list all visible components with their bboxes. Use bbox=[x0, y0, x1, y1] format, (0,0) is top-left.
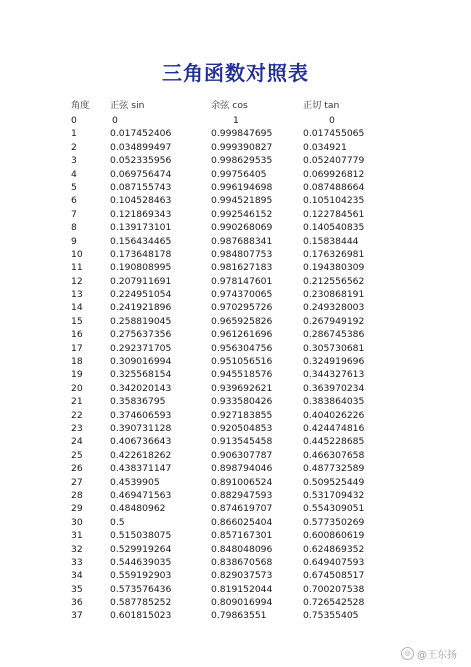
cell-angle: 32 bbox=[71, 543, 83, 555]
cell-angle: 22 bbox=[71, 409, 83, 421]
cell-tan: 0.75355405 bbox=[303, 610, 359, 622]
cell-tan: 0.363970234 bbox=[303, 382, 365, 394]
watermark-logo-icon: ◎ bbox=[401, 647, 414, 660]
cell-cos: 0.891006524 bbox=[211, 476, 273, 488]
cell-sin: 0.48480962 bbox=[110, 503, 166, 515]
cell-angle: 35 bbox=[71, 583, 83, 595]
cell-tan: 0.15838444 bbox=[303, 235, 359, 247]
header-tan: 正切 tan bbox=[303, 100, 340, 111]
cell-angle: 17 bbox=[71, 342, 83, 354]
cell-sin: 0.438371147 bbox=[110, 463, 172, 475]
cell-sin: 0.224951054 bbox=[110, 289, 172, 301]
cell-sin: 0.156434465 bbox=[110, 235, 172, 247]
cell-tan: 0.487732589 bbox=[303, 463, 365, 475]
cell-tan: 0.105104235 bbox=[303, 195, 365, 207]
cell-angle: 15 bbox=[71, 315, 83, 327]
cell-sin: 0.275637356 bbox=[110, 329, 172, 341]
cell-angle: 6 bbox=[71, 195, 77, 207]
cell-cos: 0.809016994 bbox=[211, 597, 273, 609]
cell-cos: 0.939692621 bbox=[211, 382, 273, 394]
cell-angle: 27 bbox=[71, 476, 83, 488]
cell-tan: 0.404026226 bbox=[303, 409, 365, 421]
cell-cos: 0.951056516 bbox=[211, 356, 273, 368]
cell-angle: 0 bbox=[71, 115, 77, 126]
cell-angle: 19 bbox=[71, 369, 83, 381]
cell-sin: 0.173648178 bbox=[110, 248, 172, 260]
cell-tan: 0.344327613 bbox=[303, 369, 365, 381]
cell-sin: 0.601815023 bbox=[110, 610, 172, 622]
cell-angle: 29 bbox=[71, 503, 83, 515]
cell-cos: 0.990268069 bbox=[211, 222, 273, 234]
cell-sin: 0.258819045 bbox=[110, 315, 172, 327]
cell-sin: 0.515038075 bbox=[110, 530, 172, 542]
cell-angle: 3 bbox=[71, 155, 77, 167]
cell-angle: 36 bbox=[71, 597, 83, 609]
cell-tan: 0.445228685 bbox=[303, 436, 365, 448]
cell-tan: 0.466307658 bbox=[303, 449, 365, 461]
cell-cos: 0.984807753 bbox=[211, 248, 273, 260]
cell-tan: 0.509525449 bbox=[303, 476, 365, 488]
cell-cos: 0.956304756 bbox=[211, 342, 273, 354]
cell-cos: 0.933580426 bbox=[211, 396, 273, 408]
cell-cos: 0.99756405 bbox=[211, 168, 267, 180]
cell-cos: 0.965925826 bbox=[211, 315, 273, 327]
cell-tan: 0.600860619 bbox=[303, 530, 365, 542]
cell-tan: 0.649407593 bbox=[303, 556, 365, 568]
header-angle: 角度 bbox=[71, 100, 90, 111]
cell-angle: 31 bbox=[71, 530, 83, 542]
cell-sin: 0.559192903 bbox=[110, 570, 172, 582]
cell-sin: 0.017452406 bbox=[110, 128, 172, 140]
cell-sin: 0.087155743 bbox=[110, 181, 172, 193]
cell-tan: 0.230868191 bbox=[303, 289, 365, 301]
cell-sin: 0.207911691 bbox=[110, 275, 172, 287]
cell-tan: 0.122784561 bbox=[303, 208, 365, 220]
cell-sin: 0.469471563 bbox=[110, 489, 172, 501]
cell-angle: 20 bbox=[71, 382, 83, 394]
cell-cos: 0.994521895 bbox=[211, 195, 273, 207]
cell-angle: 2 bbox=[71, 141, 77, 153]
cell-sin: 0.342020143 bbox=[110, 382, 172, 394]
cell-cos: 0.981627183 bbox=[211, 262, 273, 274]
cell-angle: 26 bbox=[71, 463, 83, 475]
page-title: 三角函数对照表 bbox=[162, 61, 309, 85]
cell-tan: 0.194380309 bbox=[303, 262, 365, 274]
cell-cos: 0.882947593 bbox=[211, 489, 273, 501]
cell-cos: 0.999847695 bbox=[211, 128, 273, 140]
cell-tan: 0.052407779 bbox=[303, 155, 365, 167]
cell-tan: 0.286745386 bbox=[303, 329, 365, 341]
cell-angle: 11 bbox=[71, 262, 83, 274]
cell-sin: 0.309016994 bbox=[110, 356, 172, 368]
cell-tan: 0.087488664 bbox=[303, 181, 365, 193]
cell-angle: 10 bbox=[71, 248, 83, 260]
cell-cos: 0.874619707 bbox=[211, 503, 273, 515]
cell-tan: 0.017455065 bbox=[303, 128, 365, 140]
cell-tan: 0.577350269 bbox=[303, 516, 365, 528]
cell-angle: 5 bbox=[71, 181, 77, 193]
cell-sin: 0.121869343 bbox=[110, 208, 172, 220]
cell-cos: 0.829037573 bbox=[211, 570, 273, 582]
cell-sin: 0.069756474 bbox=[110, 168, 172, 180]
watermark bbox=[401, 646, 457, 661]
cell-tan: 0.140540835 bbox=[303, 222, 365, 234]
cell-sin: 0.544639035 bbox=[110, 556, 172, 568]
cell-sin: 0.422618262 bbox=[110, 449, 172, 461]
cell-angle: 16 bbox=[71, 329, 83, 341]
cell-tan: 0.305730681 bbox=[303, 342, 365, 354]
cell-tan: 0.383864035 bbox=[303, 396, 365, 408]
cell-cos: 0.898794046 bbox=[211, 463, 273, 475]
cell-sin: 0.390731128 bbox=[110, 422, 172, 434]
cell-tan: 0.069926812 bbox=[303, 168, 365, 180]
header-cos: 余弦 cos bbox=[211, 100, 248, 111]
cell-sin: 0.241921896 bbox=[110, 302, 172, 314]
cell-sin: 0.104528463 bbox=[110, 195, 172, 207]
cell-tan: 0.249328003 bbox=[303, 302, 365, 314]
cell-cos: 0.970295726 bbox=[211, 302, 273, 314]
cell-sin: 0.034899497 bbox=[110, 141, 172, 153]
cell-angle: 12 bbox=[71, 275, 83, 287]
cell-angle: 25 bbox=[71, 449, 83, 461]
cell-sin: 0.292371705 bbox=[110, 342, 172, 354]
cell-angle: 21 bbox=[71, 396, 83, 408]
cell-sin: 0 bbox=[112, 115, 118, 126]
cell-cos: 0.992546152 bbox=[211, 208, 273, 220]
cell-angle: 33 bbox=[71, 556, 83, 568]
cell-cos: 0.996194698 bbox=[211, 181, 273, 193]
cell-cos: 0.945518576 bbox=[211, 369, 273, 381]
cell-tan: 0.624869352 bbox=[303, 543, 365, 555]
watermark-text: @王东扬 bbox=[417, 650, 457, 661]
cell-tan: 0.531709432 bbox=[303, 489, 365, 501]
cell-tan: 0.554309051 bbox=[303, 503, 365, 515]
cell-sin: 0.139173101 bbox=[110, 222, 172, 234]
cell-cos: 0.961261696 bbox=[211, 329, 273, 341]
cell-tan: 0 bbox=[329, 115, 335, 126]
cell-sin: 0.35836795 bbox=[110, 396, 166, 408]
cell-angle: 30 bbox=[71, 516, 83, 528]
cell-sin: 0.529919264 bbox=[110, 543, 172, 555]
cell-angle: 7 bbox=[71, 208, 77, 220]
cell-cos: 0.857167301 bbox=[211, 530, 273, 542]
cell-angle: 4 bbox=[71, 168, 77, 180]
cell-cos: 1 bbox=[233, 115, 239, 126]
cell-cos: 0.906307787 bbox=[211, 449, 273, 461]
cell-angle: 14 bbox=[71, 302, 83, 314]
cell-cos: 0.848048096 bbox=[211, 543, 273, 555]
cell-cos: 0.866025404 bbox=[211, 516, 273, 528]
cell-angle: 23 bbox=[71, 422, 83, 434]
cell-tan: 0.212556562 bbox=[303, 275, 365, 287]
cell-sin: 0.4539905 bbox=[110, 476, 160, 488]
cell-tan: 0.267949192 bbox=[303, 315, 365, 327]
cell-tan: 0.700207538 bbox=[303, 583, 365, 595]
cell-angle: 8 bbox=[71, 222, 77, 234]
cell-angle: 18 bbox=[71, 356, 83, 368]
cell-cos: 0.974370065 bbox=[211, 289, 273, 301]
cell-sin: 0.573576436 bbox=[110, 583, 172, 595]
cell-cos: 0.819152044 bbox=[211, 583, 273, 595]
cell-angle: 13 bbox=[71, 289, 83, 301]
cell-sin: 0.052335956 bbox=[110, 155, 172, 167]
cell-cos: 0.79863551 bbox=[211, 610, 267, 622]
cell-cos: 0.999390827 bbox=[211, 141, 273, 153]
cell-angle: 1 bbox=[71, 128, 77, 140]
header-sin: 正弦 sin bbox=[110, 100, 145, 111]
cell-cos: 0.998629535 bbox=[211, 155, 273, 167]
cell-cos: 0.978147601 bbox=[211, 275, 273, 287]
cell-sin: 0.587785252 bbox=[110, 597, 172, 609]
cell-angle: 28 bbox=[71, 489, 83, 501]
cell-tan: 0.034921 bbox=[303, 141, 347, 153]
cell-cos: 0.920504853 bbox=[211, 422, 273, 434]
cell-tan: 0.726542528 bbox=[303, 597, 365, 609]
cell-tan: 0.324919696 bbox=[303, 356, 365, 368]
cell-sin: 0.5 bbox=[110, 516, 125, 528]
cell-angle: 24 bbox=[71, 436, 83, 448]
cell-cos: 0.913545458 bbox=[211, 436, 273, 448]
cell-cos: 0.987688341 bbox=[211, 235, 273, 247]
cell-angle: 37 bbox=[71, 610, 83, 622]
cell-tan: 0.424474816 bbox=[303, 422, 365, 434]
cell-tan: 0.674508517 bbox=[303, 570, 365, 582]
cell-sin: 0.406736643 bbox=[110, 436, 172, 448]
cell-sin: 0.190808995 bbox=[110, 262, 172, 274]
cell-sin: 0.374606593 bbox=[110, 409, 172, 421]
cell-angle: 9 bbox=[71, 235, 77, 247]
cell-cos: 0.838670568 bbox=[211, 556, 273, 568]
cell-tan: 0.176326981 bbox=[303, 248, 365, 260]
cell-sin: 0.325568154 bbox=[110, 369, 172, 381]
cell-cos: 0.927183855 bbox=[211, 409, 273, 421]
cell-angle: 34 bbox=[71, 570, 83, 582]
